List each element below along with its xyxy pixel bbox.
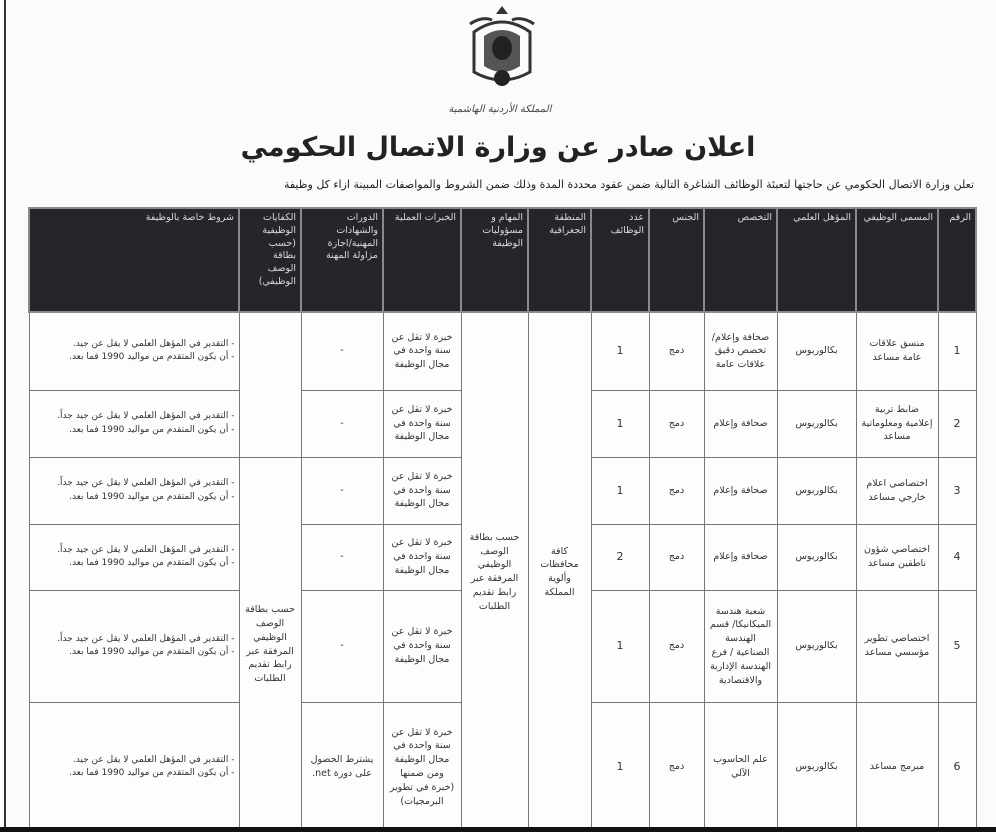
condition-item: - التقدير في المؤهل العلمي لا يقل عن جيد جداً. — [57, 544, 235, 555]
condition-item: - أن يكون المتقدم من مواليد 1990 فما بعد. — [69, 352, 235, 363]
column-header: الدورات والشهادات المهنية/اجازة مزاولة المهنة — [301, 208, 383, 312]
gender: دمج — [649, 390, 704, 457]
specialization: صحافة وإعلام — [704, 390, 777, 457]
job-title: مبرمج مساعد — [856, 702, 938, 832]
special-conditions — [29, 457, 239, 524]
specialization: صحافة وإعلام — [704, 524, 777, 590]
column-header: الخبرات العملية — [383, 208, 461, 312]
job-count: 1 — [591, 390, 649, 457]
special-conditions — [29, 524, 239, 590]
specialization: صحافة وإعلام/ تخصص دقيق علاقات عامة — [704, 312, 777, 390]
tasks-responsibilities: حسب بطاقة الوصف الوظيفي المرفقة عبر رابط تقديم الطلبات — [461, 312, 528, 832]
condition-item: - التقدير في المؤهل العلمي لا يقل عن جيد جداً. — [57, 411, 235, 422]
courses-certificates: - — [301, 590, 383, 702]
column-header: المهام و مسؤوليات الوظيفة — [461, 208, 528, 312]
column-header: المسمى الوظيفي — [856, 208, 938, 312]
practical-experience: خبرة لا تقل عن سنة واحدة في مجال الوظيفة — [383, 590, 461, 702]
practical-experience: خبرة لا تقل عن سنة واحدة في مجال الوظيفة — [383, 312, 461, 390]
kingdom-calligraphy: المملكة الأردنية الهاشمية — [448, 104, 552, 115]
row-number: 2 — [938, 390, 976, 457]
courses-certificates: - — [301, 390, 383, 457]
row-number: 1 — [938, 312, 976, 390]
courses-certificates: - — [301, 312, 383, 390]
row-number: 5 — [938, 590, 976, 702]
qualification: بكالوريوس — [777, 590, 856, 702]
column-header: الجنس — [649, 208, 704, 312]
job-count: 2 — [591, 524, 649, 590]
row-number: 6 — [938, 702, 976, 832]
column-header: الرقم — [938, 208, 976, 312]
courses-certificates: - — [301, 457, 383, 524]
row-number: 4 — [938, 524, 976, 590]
courses-certificates: - — [301, 524, 383, 590]
jordan-coat-of-arms-icon — [462, 2, 542, 94]
special-conditions — [29, 590, 239, 702]
column-header: المنطقة الجغرافية — [528, 208, 591, 312]
job-title: منسق علاقات عامة مساعد — [856, 312, 938, 390]
practical-experience: خبرة لا تقل عن سنة واحدة في مجال الوظيفة — [383, 457, 461, 524]
table-row — [29, 312, 976, 390]
condition-item: - أن يكون المتقدم من مواليد 1990 فما بعد. — [69, 491, 235, 502]
page-edge-line — [4, 0, 6, 832]
job-competencies: حسب بطاقة الوصف الوظيفي المرفقة عبر رابط تقديم الطلبات — [239, 457, 301, 832]
specialization: علم الحاسوب الآلي — [704, 702, 777, 832]
job-count: 1 — [591, 702, 649, 832]
condition-item: - أن يكون المتقدم من مواليد 1990 فما بعد. — [69, 768, 235, 778]
geographic-region: كافة محافظات وألوية المملكة — [528, 312, 591, 832]
qualification: بكالوريوس — [777, 390, 856, 457]
jobs-table — [28, 207, 977, 832]
table-header-row — [29, 208, 976, 312]
row-number: 3 — [938, 457, 976, 524]
qualification: بكالوريوس — [777, 457, 856, 524]
column-header: التخصص — [704, 208, 777, 312]
column-header: الكفايات الوظيفية (حسب بطاقة الوصف الوظيفي) — [239, 208, 301, 312]
condition-item: - التقدير في المؤهل العلمي لا يقل عن جيد جداً. — [57, 478, 235, 489]
gender: دمج — [649, 590, 704, 702]
practical-experience: خبرة لا تقل عن سنة واحدة في مجال الوظيفة — [383, 524, 461, 590]
condition-item: - أن يكون المتقدم من مواليد 1990 فما بعد. — [69, 558, 235, 568]
column-header: المؤهل العلمي — [777, 208, 856, 312]
bottom-bar — [0, 827, 996, 832]
courses-certificates: يشترط الحصول على دورة net. — [301, 702, 383, 832]
special-conditions — [29, 702, 239, 832]
gender: دمج — [649, 457, 704, 524]
special-conditions — [29, 390, 239, 457]
condition-item: - أن يكون المتقدم من مواليد 1990 فما بعد. — [69, 647, 235, 657]
practical-experience: خبرة لا تقل عن سنة واحدة في مجال الوظيفة — [383, 390, 461, 457]
qualification: بكالوريوس — [777, 702, 856, 832]
job-title: اختصاصي تطوير مؤسسي مساعد — [856, 590, 938, 702]
competencies-empty — [239, 312, 301, 457]
job-title: اختصاصي اعلام خارجي مساعد — [856, 457, 938, 524]
job-count: 1 — [591, 590, 649, 702]
special-conditions — [29, 312, 239, 390]
column-header: شروط خاصة بالوظيفة — [29, 208, 239, 312]
job-count: 1 — [591, 457, 649, 524]
condition-item: - التقدير في المؤهل العلمي لا يقل عن جيد جداً. — [57, 633, 235, 644]
gender: دمج — [649, 524, 704, 590]
gender: دمج — [649, 702, 704, 832]
specialization: شعبة هندسة الميكانيكا/ قسم الهندسة الصناعية / فرع الهندسة الإدارية والاقتصادية — [704, 590, 777, 702]
practical-experience: خبرة لا تقل عن سنة واحدة في مجال الوظيفة ومن ضمنها (خبرة في تطوير البرمجيات) — [383, 702, 461, 832]
job-count: 1 — [591, 312, 649, 390]
condition-item: - التقدير في المؤهل العلمي لا يقل عن جيد. — [72, 754, 235, 765]
qualification: بكالوريوس — [777, 312, 856, 390]
condition-item: - التقدير في المؤهل العلمي لا يقل عن جيد. — [72, 339, 235, 350]
intro-text: تعلن وزارة الاتصال الحكومي عن حاجتها لتعبئة الوظائف الشاغرة التالية ضمن عقود محددة المدة وذلك ضمن الشروط والمواصفات المبينة ازاء كل وظيفة — [283, 178, 974, 191]
gender: دمج — [649, 312, 704, 390]
qualification: بكالوريوس — [777, 524, 856, 590]
condition-item: - أن يكون المتقدم من مواليد 1990 فما بعد. — [69, 424, 235, 435]
page-title: اعلان صادر عن وزارة الاتصال الحكومي — [240, 132, 756, 163]
job-title: ضابط تربية إعلامية ومعلوماتية مساعد — [856, 390, 938, 457]
column-header: عدد الوظائف — [591, 208, 649, 312]
specialization: صحافة وإعلام — [704, 457, 777, 524]
job-title: اختصاصي شؤون ناطقين مساعد — [856, 524, 938, 590]
